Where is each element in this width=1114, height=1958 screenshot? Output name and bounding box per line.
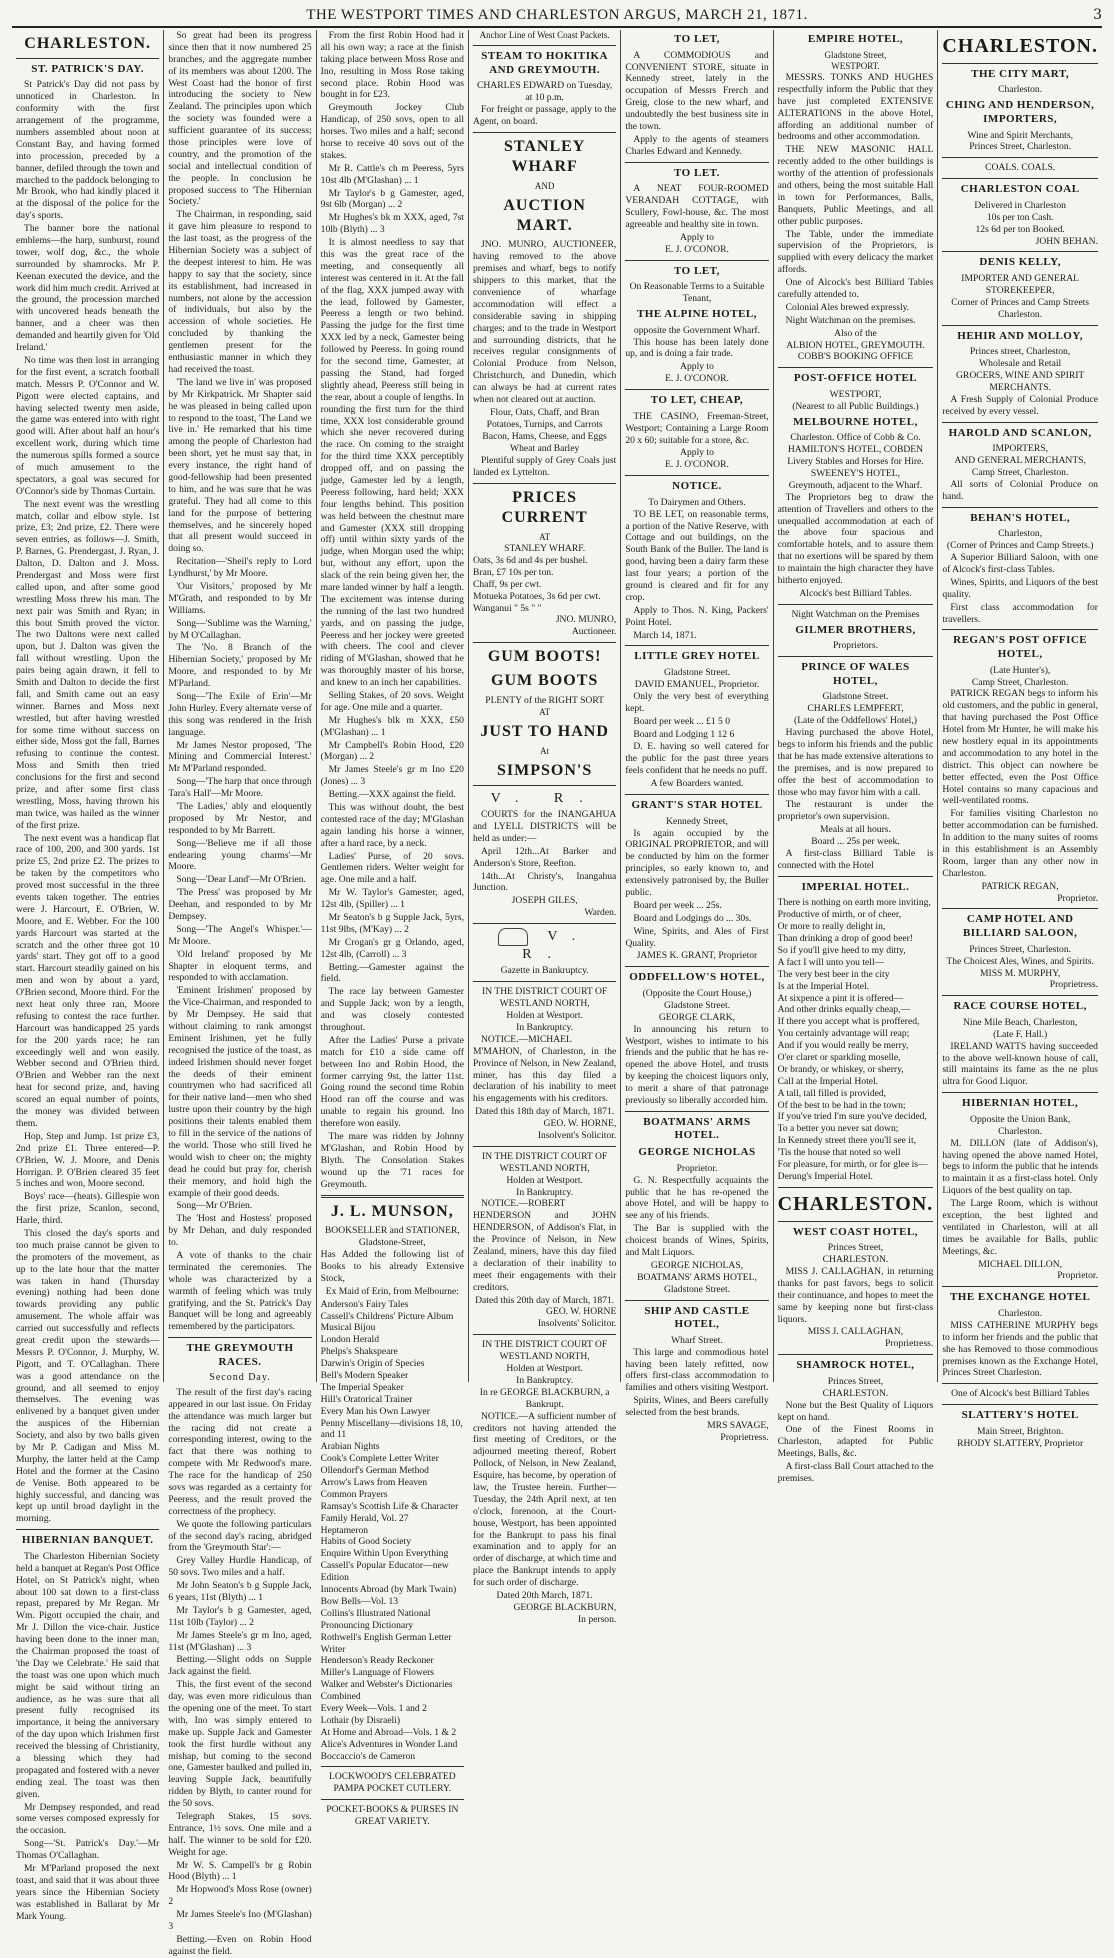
paragraph: Derung's Imperial Hotel. — [777, 1170, 873, 1182]
paragraph: Betting.—Slight odds on Supple Jack against the field. — [168, 1654, 312, 1678]
article-body — [16, 1551, 159, 1923]
paragraph: Mr Hughes's blk m XXX, £50 (M'Glashan) ... 1 — [320, 714, 464, 738]
purses-ad: POCKET-BOOKS & PURSES IN GREAT VARIETY. — [326, 1804, 459, 1828]
paragraph: The next event was a handicap flat race of 100, 200, and 300 yards. 1st prize £5, 2nd prize £2. The prizes to be taken by the competitors who proved most successful in the three events taken together. The entries were J. Harcourt, E. O'Brien, W. Moore, and E. Webber. For the 100 yards Harcourt was started at the scratch and the other three got 10 yards' start. They got off to a good start. Harcourt steadily gained on his men and won by about a yard, O'Brien second, Moore third. For the next heat only three ran, Moore refusing to contest the race further. Harcourt was handicapped 25 yards for the 200 yards race; he ran exceedingly well and won easily. Webber second and O'Brien third. O'Brien and Webber ran the next heat for second prize, and, having scored an equal number of points, the money was divided between them. — [16, 832, 160, 1129]
paragraph: 'The land we live in' was proposed by Mr Kirkpatrick. Mr Shapter said he was pleased in being called upon to respond to the toast, 'The Land we live in.' He remarked that his time among the people of Charleston had been short, yet he must say that, in every instance, the right hand of good-fellowship had been presented to him, and he was sure that he was grateful. They had all come to this land for the purpose of bettering themselves, and he sincerely hoped that all present would succeed in doing so. — [168, 376, 312, 555]
list-item: Penny Miscellany—divisions 18, 10, and 11 — [320, 1417, 463, 1441]
paragraph: Recitation—'Sheil's reply to Lord Lyndhurst,' by Mr Moore. — [168, 556, 312, 580]
list-item: Cook's Complete Letter Writer — [320, 1453, 439, 1465]
paragraph: The race lay between Gamester and Supple Jack; won by a length, and was closely contested throughout. — [320, 986, 464, 1034]
paragraph: For pleasure, for mirth, or for glee is— — [777, 1159, 928, 1171]
paragraph: 'Eminent Irishmen' proposed by the Vice-Chairman, and responded to by Mr Dempsey. He said that without claiming to rank amongst Eminent Irishmen, yet he fully recognised the justice of the toast, as indeed Irishmen should never forget the deeds of their eminent countrymen who had sacrificed all for their native land—men who shed lustre upon their country by the high positions their talents enabled them to fill in the service of the nations of the world. Those who still lived he would wish to cheer on; the mighty dead he could but pray for, cherish their memory, and hold high the example of their good deeds. — [168, 985, 312, 1199]
paragraph: Song—'Sublime was the Warning,' by M O'Callaghan. — [168, 617, 312, 641]
paragraph: Betting.—XXX against the field. — [328, 789, 456, 801]
paragraph: To a better you never sat down; — [777, 1123, 899, 1135]
paragraph: The next event was the wrestling match, collar and elbow style. 1st prize, £3; 2nd prize, £2. There were seven entries, as follows—J. Smith, P. Barnes, G. Prendergast, J. Ryan, J. Dalton, D. Dalton and J. Moss. Prendergast and Moss were first called upon, and after some good wrestling Moss threw his man. The next pair was Smith and Ryan; in this bout Smith proved the victor. The two Daltons were next called upon, but J. Dalton was given the fall without wrestling. Upon the pairs being again drawn, it fell to Smith and Dalton to decide the first fall, and Smith came out an easy winner. Barnes and Moss next wrestled, but after having wrestled for some time without success on either side, Moss got the fall, Barnes refusing to continue the contest. Moss and Smith then tried conclusions for the first and second prize, and after some first class wrestling, Moss, having thrown his man twice, was hailed as the winner of the first prize. — [16, 498, 160, 831]
paragraph: 'Old Ireland' proposed by Mr Shapter in eloquent terms, and responded to with acclamation. — [168, 948, 312, 984]
column-6: EMPIRE HOTEL, Gladstone Street, WESTPORT. MESSRS. TONKS AND HUGHES respectfully inform the Public that they have just completed EXTENSIVE ALTERATIONS in the above Hotel, affording an additional number of bedrooms and other accommodation. THE NEW MASONIC HALL recently added to the other buildings is worthy of the attention of professionals and others, being the most suitable Hall in town for Performances, Balls, Banquets, Public Meetings, and all other public purposes. The Table, under the immediate supervision of the Proprietors, is supplied with every delicacy the market affords. One of Alcock's best Billiard Tables carefully attended to. Colonial Ales brewed expressly. Night Watchman on the premises. Also of the ALBION HOTEL, GREYMOUTH. COBB'S BOOKING OFFICE POST-OFFICE HOTEL WESTPORT, (Nearest to all Public Buildings.) MELBOURNE HOTEL, Charleston. Office of Cobb & Co. HAMILTON'S HOTEL, COBDEN Livery Stables and Horses for Hire. SWEENEY'S HOTEL, Greymouth, adjacent to the Wharf. The Proprietors beg to draw the attention of Travellers and others to the unequalled accommodation at each of the above four spacious and comfortable hotels, and to assure them that no exertions will be spared by them to maintain the high character they have hitherto enjoyed. Alcock's best Billiard Tables. Night Watchman on the Premises GILMER BROTHERS, Proprietors. PRINCE OF WALES HOTEL, Gladstone Street. CHARLES LEMPFERT, (Late of the Oddfellows' Hotel,) Having purchased the above Hotel, begs to inform his friends and the public that he has made extensive alterations to the premises, and is now prepared to offer the best of accommodation to those who may favor him with a call. The restaurant is under the proprietor's own supervision. Meals at all hours. Board ... 25s per week. A first-class Billiard Table is connected with the Hotel IMPERIAL HOTEL. There is nothing on earth more inviting, Productive of mirth, or of cheer, Or more to really delight in, Than drinking a drop of good beer! So if you'll give heed to my ditty, A fact I will unto you tell— The very best beer in the city Is at the Imperial Hotel. At sixpence a pint it is offered— And other drinks equally cheap,— If there you accept what is proffered, You certainly advantage will reap; And if you would really be merry, O'er claret or sparkling moselle, Or brandy, or whiskey, or sherry, Call at the Imperial Hotel. A tall, tall filled is provided, Of the best to be had in the town; If you've tried I'm sure you've decided, To a better you never sat down; In Kennedy street there you'll see it, 'Tis the house that noted so well For pleasure, for mirth, or for glee is— Derung's Imperial Hotel. CHARLESTON. WEST COAST HOTEL, Princes Street, CHARLESTON. MISS J. CALLAGHAN, in returning thanks for past favors, begs to solicit their continuance, and hopes to meet the same by keeping none but first-class liquors. MISS J. CALLAGHAN, Proprietress. SHAMROCK HOTEL, Princes Street, CHARLESTON. None but the Best Quality of Liquors kept on hand. One of the Finest Rooms in Charleston, adapted for Public Meetings, Balls, &c. A first-class Ball Court attached to the premises. — [774, 30, 939, 1382]
paragraph: Greymouth Jockey Club Handicap, of 250 sovs, open to all horses. Two miles and a half; second horse to receive 40 sovs out of the stakes. — [320, 102, 464, 161]
munson-ad: J. L. MUNSON, BOOKSELLER and STATIONER, Gladstone-Street, Has Added the following list of Books to his already Extensive Stock, Ex Maid of Erin, from Melbourne: Anderson's Fairy Tales Cassell's Childrens' Picture Album Musical Bijou London Herald Phelps's Shakspeare Darwin's Origin of Species Bell's Modern Speaker The Imperial Speaker Hill's Oratorical Trainer Every Man his Own Lawyer Penny Miscellany—divisions 18, 10, and 11 Arabian Nights Cook's Complete Letter Writer Ollendorf's German Method Arrow's Laws from Heaven Common Prayers Ramsay's Scottish Life & Character Family Herald, Vol. 27 Heptameron Habits of Good Society Enquire Within Upon Everything Cassell's Popular Educator—new Edition Innocents Abroad (by Mark Twain) Bow Bells—Vol. 13 Collins's Illustrated National Pronouncing Dictionary Rothwell's English German Letter Writer Henderson's Ready Reckoner Miller's Language of Flowers Walker and Webster's Dictionaries Combined Every Week—Vols. 1 and 2 Lothair (by Disraeli) At Home and Abroad—Vols. 1 & 2 Alice's Adventures in Wonder Land Boccaccio's de Cameron — [320, 1202, 464, 1762]
cutlery-ad: LOCKWOOD'S CELEBRATED PAMPA POCKET CUTLERY. — [328, 1771, 456, 1795]
paragraph: A fact I will unto you tell— — [777, 956, 885, 968]
list-item: Miller's Language of Flowers — [320, 1667, 435, 1679]
list-item: Bow Bells—Vol. 13 — [320, 1595, 399, 1607]
paragraph: Wanganui " 5s " " — [472, 602, 542, 614]
list-item: Heptameron — [320, 1524, 369, 1536]
paragraph: Of the best to be had in the town; — [777, 1099, 906, 1111]
paragraph: Song—'St. Patrick's Day.'—Mr Thomas O'Callaghan. — [16, 1838, 160, 1862]
list-item: Bell's Modern Speaker — [320, 1370, 409, 1382]
royal-crest-icon — [498, 928, 528, 946]
paragraph: Oats, 3s 6d and 4s per bushel. — [472, 554, 588, 566]
article-subheading: Second Day. — [209, 1372, 271, 1384]
list-item: Every Man his Own Lawyer — [320, 1405, 430, 1417]
column-7: CHARLESTON. THE CITY MART, Charleston. CHING AND HENDERSON, IMPORTERS, Wine and Spirit Merchants, Princes Street, Charleston. COALS. COALS. CHARLESTON COAL Delivered in Charleston 10s per ton Cash. 12s 6d per ton Booked. JOHN BEHAN. DENIS KELLY, IMPORTER AND GENERAL STOREKEEPER, Corner of Princes and Camp Streets Charleston. HEHIR AND MOLLOY, Princes street, Charleston, Wholesale and Retail GROCERS, WINE AND SPIRIT MERCHANTS. A Fresh Supply of Colonial Produce received by every vessel. HAROLD AND SCANLON, IMPORTERS, AND GENERAL MERCHANTS, Camp Street, Charleston. All sorts of Colonial Produce on hand. BEHAN'S HOTEL, Charleston, (Corner of Princes and Camp Streets.) A Superior Billiard Saloon, with one of Alcock's first-class Tables. Wines, Spirits, and Liquors of the best quality. First class accommodation for travellers. REGAN'S POST OFFICE HOTEL, (Late Hunter's), Camp Street, Charleston. PATRICK REGAN begs to inform his old customers, and the public in general, that having purchased the Post Office Hotel from Mr Hunter, he will make his new hostlery equal in its appointments and accommodation to any hotel in the district. This object can nowhere be better effected, even the Post Office Hotel contains so many capacious and well-ventilated rooms. For families visiting Charleston no better accommodation can be furnished. In addition to the many suites of rooms in this establishment is an Assembly Room, larger than any other now in Charleston. PATRICK REGAN, Proprietor. CAMP HOTEL AND BILLIARD SALOON, Princes Street, Charleston. The Choicest Ales, Wines, and Spirits. MISS M. MURPHY, Proprietress. RACE COURSE HOTEL, Nine Mile Beach, Charleston, (Late F. Hall.) IRELAND WATTS having succeeded to the above well-known house of call, still maintains its fame as the ne plus ultra for Good Liquor. HIBERNIAN HOTEL, Opposite the Union Bank, Charleston. M. DILLON (late of Addison's), having opened the above named Hotel, begs to inform the public that he intends to maintain it as a first-class hotel. Only Liquors of the best quality on tap. The Large Room, which is without exception, the best lighted and ventilated in Charleston, will at all times be available for Balls, public Meetings, &c. MICHAEL DILLON, Proprietor. THE EXCHANGE HOTEL Charleston. MISS CATHERINE MURPHY begs to inform her friends and the public that she has Removed to those commodious premises known as the Exchange Hotel, Princes Street Charleston. One of Alcock's best Billiard Tables SLATTERY'S HOTEL Main Street, Brighton. RHODY SLATTERY, Proprietor — [942, 35, 1098, 1449]
columns — [12, 30, 1102, 1957]
paragraph: Mr Seaton's b g Supple Jack, 5yrs, 11st 9lbs, (M'Kay) ... 2 — [320, 912, 464, 935]
article-body — [321, 30, 464, 1191]
paragraph: St Patrick's Day did not pass by unnoticed in Charleston. In conformity with the first arrangement of the programme, numbers assembled about noon at Constant Bay, and having formed into procession, preceded by a banner, defiled through the town and marched to the paddock belonging to Mr Brook, who had kindly placed it at the disposal of the police for the day's sports. — [16, 79, 160, 222]
paragraph: Mr Crogan's gr g Orlando, aged, 12st 4lb, (Carroll) ... 3 — [320, 936, 464, 960]
article-heading: HIBERNIAN BANQUET. — [21, 1534, 154, 1547]
list-item: Ramsay's Scottish Life & Character — [320, 1500, 459, 1512]
list-item: Collins's Illustrated National Pronouncing Dictionary — [320, 1607, 431, 1631]
paragraph: You certainly advantage will reap; — [777, 1028, 910, 1040]
paragraph: Boys' race—(heats). Gillespie won the first prize, Scanlon, second, Harle, third. — [16, 1191, 160, 1227]
paragraph: From the first Robin Hood had it all his own way; a race at the finish taking place between Moss Rose and Ino, resulting in Moss Rose taking second place. Robin Hood was bought in for £23. — [320, 30, 464, 101]
paragraph: No time was then lost in arranging for the first event, a scratch football match. Messrs P. O'Connor and W. Pigott were elected captains, and having selected twenty men aside, the game was entered into with right good will. After about half an hour's excellent work, during which time the numerous spills formed a source of much amusement to the spectators, a goal was secured for O'Connor's side by Thomas Curtain. — [16, 354, 160, 497]
list-item: Anderson's Fairy Tales — [320, 1298, 409, 1310]
article-body — [168, 30, 311, 1333]
list-item: Henderson's Ready Reckoner — [320, 1655, 434, 1667]
list-item: Hill's Oratorical Trainer — [320, 1393, 413, 1405]
paragraph: Mr Hopwood's Moss Rose (owner) 2 — [168, 1884, 312, 1908]
paragraph: There is nothing on earth more inviting, — [777, 897, 931, 909]
paragraph: Mr Dempsey responded, and read some verses composed expressly for the occasion. — [16, 1801, 160, 1837]
paragraph: This, the first event of the second day, was even more ridiculous than the opening one of the meet. To start with, Ino was simply entered to make up. Supple Jack and Gamester took the first hurdle without any mishap, but coming to the second one, Gamester baulked and pulled in, leaving Supple Jack, beautifully ridden by Blyth, to canter round for the 50 sovs. — [168, 1679, 312, 1810]
masthead-title: THE WESTPORT TIMES AND CHARLESTON ARGUS, MARCH 21, 1871. — [306, 6, 808, 23]
paragraph: After the Ladies' Purse a private match for £10 a side came off between Ino and Robin Hood, the former carrying 9st, the latter 11st. Going round the second time Robin Hood ran off the course and was unable to regain his ground. Ino therefore won easily. — [320, 1034, 464, 1130]
paragraph: Mr Hughes's bk m XXX, aged, 7st 10lb (Blyth) ... 3 — [320, 212, 464, 236]
paragraph: Ladies' Purse, of 20 sovs. Gentlemen riders. Welter weight for age. One mile and a half. — [320, 850, 464, 886]
list-item: Family Herald, Vol. 27 — [320, 1512, 409, 1524]
article-body — [168, 1387, 311, 1958]
paragraph: This was without doubt, the best contested race of the day; M'Glashan again landing his horse a winner, after a hard race, by a neck. — [320, 802, 464, 849]
paragraph: Mr John Seaton's b g Supple Jack, 6 years, 11st (Blyth) ... 1 — [168, 1580, 312, 1603]
poem — [778, 897, 934, 1182]
paragraph: This closed the day's sports and too much praise cannot be given to the promoters of the movement, as up to the late hour that the matter was taken in hand (Thursday evening) nothing had been done towards providing any public amusement. The whole affair was carried out successfully and reflects great credit upon the stewards—Messrs P. O'Connor, J. Murphy, W. Pigott, and T. O'Callaghan. There was a good attendance on the ground, and all seemed to enjoy themselves. The evening was enlivened by a banquet given under the auspices of the Hibernian Society, and also by two balls given by Mr P. Cadigan and Miss M. Murphy, the latter held at the Camp Hotel and the former at the Casino de Venise. Both appeared to be highly successful, and dancing was kept up until broad daylight in the morning. — [16, 1227, 160, 1525]
paragraph: It is almost needless to say that this was the great race of the meeting, and consequently all interest was centered in it. At the fall of the flag, XXX jumped away with the lead, followed by Gamester, Peeress a length or two behind. Passing the judge for the first time XXX led by a neck, Gamester being followed by Peeress. In going round for the second time, Gamester, at passing the Stand, had forged slightly ahead, Peeress still being in the rear, about a couple of lengths. In rounding the first turn for the third time, XXX lost considerable ground which she never recovered during the race. On coming to the straight for the third time XXX perceptibly dropped off, and on passing the judge, Gamester led by a length, Peeress following, hard held; XXX four lengths behind. This position was held between the chestnut mare and Gamester (XXX still dropping off) until within sixty yards of the judge, when Morgan used the whip; but, without any effort, upon the slack of the rein being given her, the mare landed winner by half a length. The excitement was intense during the running of the last two hundred yards, and on passing the judge, Peeress and her jockey were greeted with cheers. The cool and clever riding of M'Glashan, showed that he was thoroughly master of his horse, and knew to an inch her capabilities. — [320, 237, 464, 689]
paragraph: A vote of thanks to the chair terminated the ceremonies. The whole was characterized by a warmth of feeling which was truly gratifying, and the St. Patrick's Day Banquet will be long and agreeably remembered by the participators. — [168, 1249, 312, 1333]
paragraph: And other drinks equally cheap,— — [777, 1004, 911, 1016]
paragraph: The 'No. 8 Branch of the Hibernian Society,' proposed by Mr Moore, and responded to by Mr M'Parland. — [168, 642, 312, 690]
page-number: 3 — [1093, 7, 1102, 23]
article-heading: THE GREYMOUTH RACES. — [186, 1342, 294, 1368]
paragraph: 'The Ladies,' ably and eloquently proposed by Mr Nestor, and responded to by Mr Barrett. — [168, 801, 312, 836]
paragraph: Is at the Imperial Hotel. — [777, 980, 870, 992]
paragraph: Mr Campbell's Robin Hood, £20 (Morgan) ... 2 — [320, 739, 464, 763]
column-2 — [164, 30, 316, 1957]
column-5: TO LET, A COMMODIOUS and CONVENIENT STORE, situate in Kennedy street, lately in the occupation of Messrs Frerch and Greig, close to the new wharf, and undoubtedly the best business site in the town. Apply to the agents of steamers Charles Edward and Kennedy. TO LET. A NEAT FOUR-ROOMED VERANDAH COTTAGE, with Scullery, Fowl-house, &c. The most agreeable and healthy site in town. Apply to E. J. O'CONOR. TO LET, On Reasonable Terms to a Suitable Tenant, THE ALPINE HOTEL, opposite the Government Wharf. This house has been lately done up, and is doing a fair trade. Apply to E. J. O'CONOR. TO LET, CHEAP, THE CASINO, Freeman-Street, Westport; Containing a Large Room 20 x 60; suitable for a store, &c. Apply to E. J. O'CONOR. NOTICE. To Dairymen and Others. TO BE LET, on reasonable terms, a portion of the Native Reserve, with Cottage and out buildings, on the South Bank of the Buller. The land is good, having been a dairy farm these last four years; a portion of the ground is cleared and fit for any crop. Apply to Thos. N. King, Packers' Point Hotel. March 14, 1871. LITTLE GREY HOTEL Gladstone Street. DAVID EMANUEL, Proprietor. Only the very best of everything kept. Board per week ... £1 5 0 Board and Lodging 1 12 6 D. E. having so well catered for the public for the past three years feels confident that he needs no puff. A few Boarders wanted. GRANT'S STAR HOTEL Kennedy Street, Is again occupied by the ORIGINAL PROPRIETOR, and will be conducted by him on the former principles, so early known to, and extensively patronised by, the Buller public. Board per week ... 25s. Board and Lodgings do ... 30s. Wine, Spirits, and Ales of First Quality. JAMES K. GRANT, Proprietor ODDFELLOW'S HOTEL, (Opposite the Court House,) Gladstone Street. GEORGE CLARK, In announcing his return to Westport, wishes to intimate to his friends and the public that he has re-opened the above Hotel, and trusts by keeping the choicest liquors only, to merit a share of that patronage previously so liberally accorded him. BOATMANS' ARMS HOTEL. GEORGE NICHOLAS Proprietor. G. N. Respectfully acquaints the public that he has re-opened the above Hotel, and will be happy to see any of his friends. The Bar is supplied with the choicest brands of Wines, Spirits, and Malt Liquors. GEORGE NICHOLAS, BOATMANS' ARMS HOTEL, Gladstone Street. SHIP AND CASTLE HOTEL, Wharf Street. This large and commodious hotel having been lately refitted, now offers first-class accommodation to families and others visiting Westport. Spirits, Wines, and Beers carefully selected from the best brands. MRS SAVAGE, Proprietress. — [621, 30, 773, 1382]
list-item: Alice's Adventures in Wonder Land — [320, 1738, 458, 1750]
paragraph: The banner bore the national emblems—the harp, sunburst, round tower, wolf dog, &c., the whole surrounded by shamrocks. Mr P. Keenan executed the device, and the work did him much credit. Arrived at the ground, the procession marched with uncovered heads beneath the banner, and a cheer was then demanded and heartily given for 'Old Ireland.' — [16, 223, 160, 354]
paragraph: Call at the Imperial Hotel. — [777, 1075, 879, 1087]
paragraph: Mr James Steele's gr m Ino £20 (Jones) ... 3 — [320, 764, 464, 788]
paragraph: Mr James Steele's Ino (M'Glashan) 3 — [168, 1909, 312, 1933]
paragraph: Song—'Dear Land'—Mr O'Brien. — [176, 874, 306, 886]
list-item: Lothair (by Disraeli) — [320, 1714, 401, 1726]
list-item: Habits of Good Society — [320, 1536, 411, 1548]
paragraph: Song—Mr O'Brien. — [176, 1200, 253, 1212]
paragraph: Selling Stakes, of 20 sovs. Weight for age. One mile and a quarter. — [320, 689, 464, 713]
paragraph: Hop, Step and Jump. 1st prize £3, 2nd prize £1. Three entered—P. O'Brien, W. J. Moore, and Denis Horrigan. P. O'Brien cleared 35 feet 5 inches and won, Moore second. — [16, 1130, 160, 1190]
paragraph: Mr M'Parland proposed the next toast, and said that it was about three years since the Hibernian Society was established in Ballarat by Mr Mark Young. — [16, 1863, 160, 1922]
paragraph: And if you would really be merry, — [777, 1040, 909, 1052]
paragraph: A tall, tall filled is provided, — [777, 1087, 887, 1099]
paragraph: 'Tis the house that noted so well — [777, 1147, 901, 1159]
list-item: Musical Bijou — [320, 1322, 376, 1334]
article-heading: ST. PATRICK'S DAY. — [31, 62, 145, 75]
paragraph: Mr R. Cattle's ch m Peeress, 5yrs 10st 4lb (M'Glashan) ... 1 — [320, 162, 464, 186]
paragraph: We quote the following particulars of the second day's racing, abridged from the 'Greymouth Star':— — [168, 1518, 312, 1554]
paragraph: Mr W. Taylor's Gamester, aged, 12st 4lb, (Spiller) ... 1 — [320, 887, 464, 911]
paragraph: Bran, £7 10s per ton. — [472, 566, 554, 578]
paragraph: Mr James Nestor proposed, 'The Mining and Commercial Interest.' Mr M'Parland responded. — [168, 739, 312, 775]
paragraph: Motueka Potatoes, 3s 6d per cwt. — [472, 590, 601, 602]
list-item: Every Week—Vols. 1 and 2 — [320, 1702, 427, 1714]
paragraph: Or brandy, or whiskey, or sherry, — [777, 1063, 904, 1075]
list-item: Arrow's Laws from Heaven — [320, 1477, 428, 1489]
paragraph: If there you accept what is proffered, — [777, 1016, 920, 1028]
column-3 — [317, 30, 469, 1828]
list-item: Innocents Abroad (by Mark Twain) — [320, 1584, 457, 1596]
column-4: Anchor Line of West Coast Packets. STEAM TO HOKITIKA AND GREYMOUTH. CHARLES EDWARD on Tuesday, at 10 p.m. For freight or passage, apply to the Agent, on board. STANLEY WHARF AND AUCTION MART. JNO. MUNRO, AUCTIONEER, having removed to the above premises and wharf, begs to notify shippers to this market, that the convenience of wharfage accommodation will effect a considerable saving in shipping charges; and to the trade in Westport and surrounding districts, that he receives regular consignments of Colonial Produce from Nelson, Christchurch, and Dunedin, which can always be had at current rates when not cleared out at auction. Flour, Oats, Chaff, and Bran Potatoes, Turnips, and Carrots Bacon, Hams, Cheese, and Eggs Wheat and Barley Plentiful supply of Grey Coals just landed ex Lyttelton. PRICES CURRENT AT STANLEY WHARF. Oats, 3s 6d and 4s per bushel. Bran, £7 10s per ton. Chaff, 9s per cwt. Motueka Potatoes, 3s 6d per cwt. Wanganui " 5s " " JNO. MUNRO, Auctioneer. GUM BOOTS! GUM BOOTS PLENTY of the RIGHT SORT AT JUST TO HAND At SIMPSON'S V. R. COURTS for the INANGAHUA and LYELL DISTRICTS will be held as under:— April 12th...At Barker and Anderson's Store, Reefton. 14th...At Christy's, Inangahua Junction. JOSEPH GILES, Warden. V. R. Gazette in Bankruptcy. IN THE DISTRICT COURT OF WESTLAND NORTH, Holden at Westport. In Bankruptcy. NOTICE.—MICHAEL M'MAHON, of Charleston, in the Province of Nelson, in New Zealand, miner, has this day filed a declaration of his inability to meet his engagements with his creditors. Dated this 18th day of March, 1871. GEO. W. HORNE, Insolvent's Solicitor. IN THE DISTRICT COURT OF WESTLAND NORTH, Holden at Westport. In Bankruptcy. NOTICE.—ROBERT HENDERSON and JOHN HENDERSON, of Addison's Flat, in the Province of Nelson, in New Zealand, miners, have this day filed a declaration of their inability to meet their engagements with their creditors. Dated this 20th day of March, 1871. GEO. W. HORNE Insolvents' Solicitor. IN THE DISTRICT COURT OF WESTLAND NORTH, Holden at Westport. In Bankruptcy. In re GEORGE BLACKBURN, a Bankrupt. NOTICE.—A sufficient number of creditors not having attended the first meeting of Creditors, or the adjourned meeting thereof, Robert Pollock, of Nelson, in New Zealand, Esquire, has become, by operation of law, the Trustee herein. Further—Tuesday, the 24th April next, at ten o'clock, forenoon, at the Court-house, Westport, has been appointed for the Bankrupt to pass his final examination and to apply for an order of discharge, at which time and place the Bankrupt intends to apply for such order of discharge. Dated 20th March, 1871. GEORGE BLACKBURN, In person. — [469, 30, 621, 1382]
paragraph: 'Our Visitors,' proposed by Mr M'Grath, and responded to by Mr Williams. — [168, 580, 312, 616]
paragraph: Mr W. S. Campell's br g Robin Hood (Blyth) ... 1 — [168, 1859, 312, 1883]
section-heading: CHARLESTON. — [24, 35, 152, 52]
paragraph: Productive of mirth, or of cheer, — [777, 909, 902, 921]
paragraph: The 'Host and Hostess' proposed by Mr Dehan, and duly responded to. — [168, 1213, 312, 1249]
paragraph: Song—'The Angel's Whisper.'—Mr Moore. — [168, 923, 312, 947]
paragraph: The mare was ridden by Johnny M'Glashan, and Robin Hood by Blyth. The Consolation Stakes wound up the '71 races for Greymouth. — [320, 1131, 464, 1190]
paragraph: So great had been its progress since then that it now numbered 25 branches, and the aggregate number of its members was about 1200. The West Coast had the honor of first introducing the society to New Zealand. The principles upon which the society was founded were a sufficient guarantee of its success; those principles were love of country, and the promotion of the social and intellectual condition of the people. In conclusion he proposed success to 'The Hibernian Society.' — [168, 30, 312, 208]
list-item: Enquire Within Upon Everything — [320, 1548, 449, 1560]
paragraph: So if you'll give heed to my ditty, — [777, 945, 906, 957]
paragraph: The result of the first day's racing appeared in our last issue. On Friday the attendance was much larger but the racing did not create a corresponding interest, owing to the fact that there was nothing to compete with Mr Redwood's mare. The race for the handicap of 250 sovs was regarded as a certainty for Peeress, and the result proved the correctness of the prophecy. — [168, 1386, 312, 1517]
paragraph: The Charleston Hibernian Society held a banquet at Regan's Post Office Hotel, on St Patrick's night, when about 100 sat down to a first-class repast, prepared by Mr Regan. Mr Wm. Pigott occupied the chair, and Mr J. Dillon the vice-chair. Justice having been done to the inner man, the Chairman proposed the toast of 'the Day we Celebrate.' He said that the toast was one upon which much might be said without tiring an audience, as he was sure that all present fully recognised its importance, it being the anniversary of the day upon which Irishmen first received the blessing of Christianity, a blessing which they had propagated and fostered with a never ending zeal. The toast was then given. — [16, 1550, 160, 1800]
list-item: Common Prayers — [320, 1488, 388, 1500]
list-item: At Home and Abroad—Vols. 1 & 2 — [320, 1726, 457, 1738]
paragraph: Grey Valley Hurdle Handicap, of 50 sovs. Two miles and a half. — [168, 1555, 312, 1579]
paragraph: 'The Press' was proposed by Mr Deehan, and responded to by Mr Dempsey. — [168, 887, 312, 923]
list-item: The Imperial Speaker — [320, 1381, 404, 1393]
paragraph: At sixpence a pint it is offered— — [777, 992, 904, 1004]
masthead — [12, 4, 1102, 28]
column-1 — [12, 30, 164, 1922]
paragraph: Betting.—Even on Robin Hood against the field. — [168, 1933, 312, 1957]
paragraph: Mr Taylor's b g Gamester, aged, 9st 6lb (Morgan) ... 2 — [320, 187, 464, 211]
list-item: Cassell's Popular Educator—new Edition — [320, 1560, 449, 1584]
paragraph: Song—'Believe me if all those endearing young charms'—Mr Moore. — [168, 837, 312, 873]
book-list — [321, 1299, 464, 1763]
list-item: Ollendorf's German Method — [320, 1465, 429, 1477]
paragraph: The Chairman, in responding, said it gave him pleasure to respond to the last toast, as the progress of the Hibernian Society was a subject of the deepest interest to him. He was happy to say that the society, since its establishment, had increased in numbers, not alone by the accession of individuals, but also by the accession of whole societies. He concluded by thanking the gentlemen present for the enthusiastic manner in which they had received the toast. — [168, 209, 312, 375]
paragraph: If you've tried I'm sure you've decided, — [777, 1111, 927, 1123]
paragraph: Mr James Steele's gr m Ino, aged, 11st (M'Glashan) ... 3 — [168, 1629, 312, 1653]
list-item: London Herald — [320, 1334, 380, 1346]
list-item: Boccaccio's de Cameron — [320, 1750, 416, 1762]
paragraph: Than drinking a drop of good beer! — [777, 933, 913, 945]
paragraph: Mr Taylor's b g Gamester, aged, 11st 10lb (Taylor) ... 2 — [168, 1604, 312, 1628]
paragraph: Telegraph Stakes, 15 sovs. Entrance, 1½ sovs. One mile and a half. The winner to be sold for £20. Weight for age. — [168, 1811, 312, 1858]
paragraph: Song—'The Exile of Erin'—Mr John Hurley. Every alternate verse of this song was rendered in the Irish language. — [168, 690, 312, 738]
paragraph: O'er claret or sparkling moselle, — [777, 1052, 901, 1064]
list-item: Arabian Nights — [320, 1441, 380, 1453]
price-list — [473, 555, 616, 614]
list-item: Rothwell's English German Letter Writer — [320, 1631, 452, 1655]
paragraph: Chaff, 9s per cwt. — [472, 578, 542, 590]
paragraph: The very best beer in the city — [777, 968, 890, 980]
list-item: Darwin's Origin of Species — [320, 1358, 425, 1370]
paragraph: In Kennedy street there you'll see it, — [777, 1135, 917, 1147]
list-item: Phelps's Shakspeare — [320, 1346, 398, 1358]
paragraph: Betting.—Gamester against the field. — [320, 961, 464, 985]
list-item: Walker and Webster's Dictionaries Combined — [320, 1679, 453, 1703]
paragraph: Song—'The harp that once through Tara's Hall'—Mr Moore. — [168, 776, 312, 800]
paragraph: Or more to really delight in, — [777, 921, 886, 933]
list-item: Cassell's Childrens' Picture Album — [320, 1310, 454, 1322]
article-body — [16, 79, 159, 1525]
